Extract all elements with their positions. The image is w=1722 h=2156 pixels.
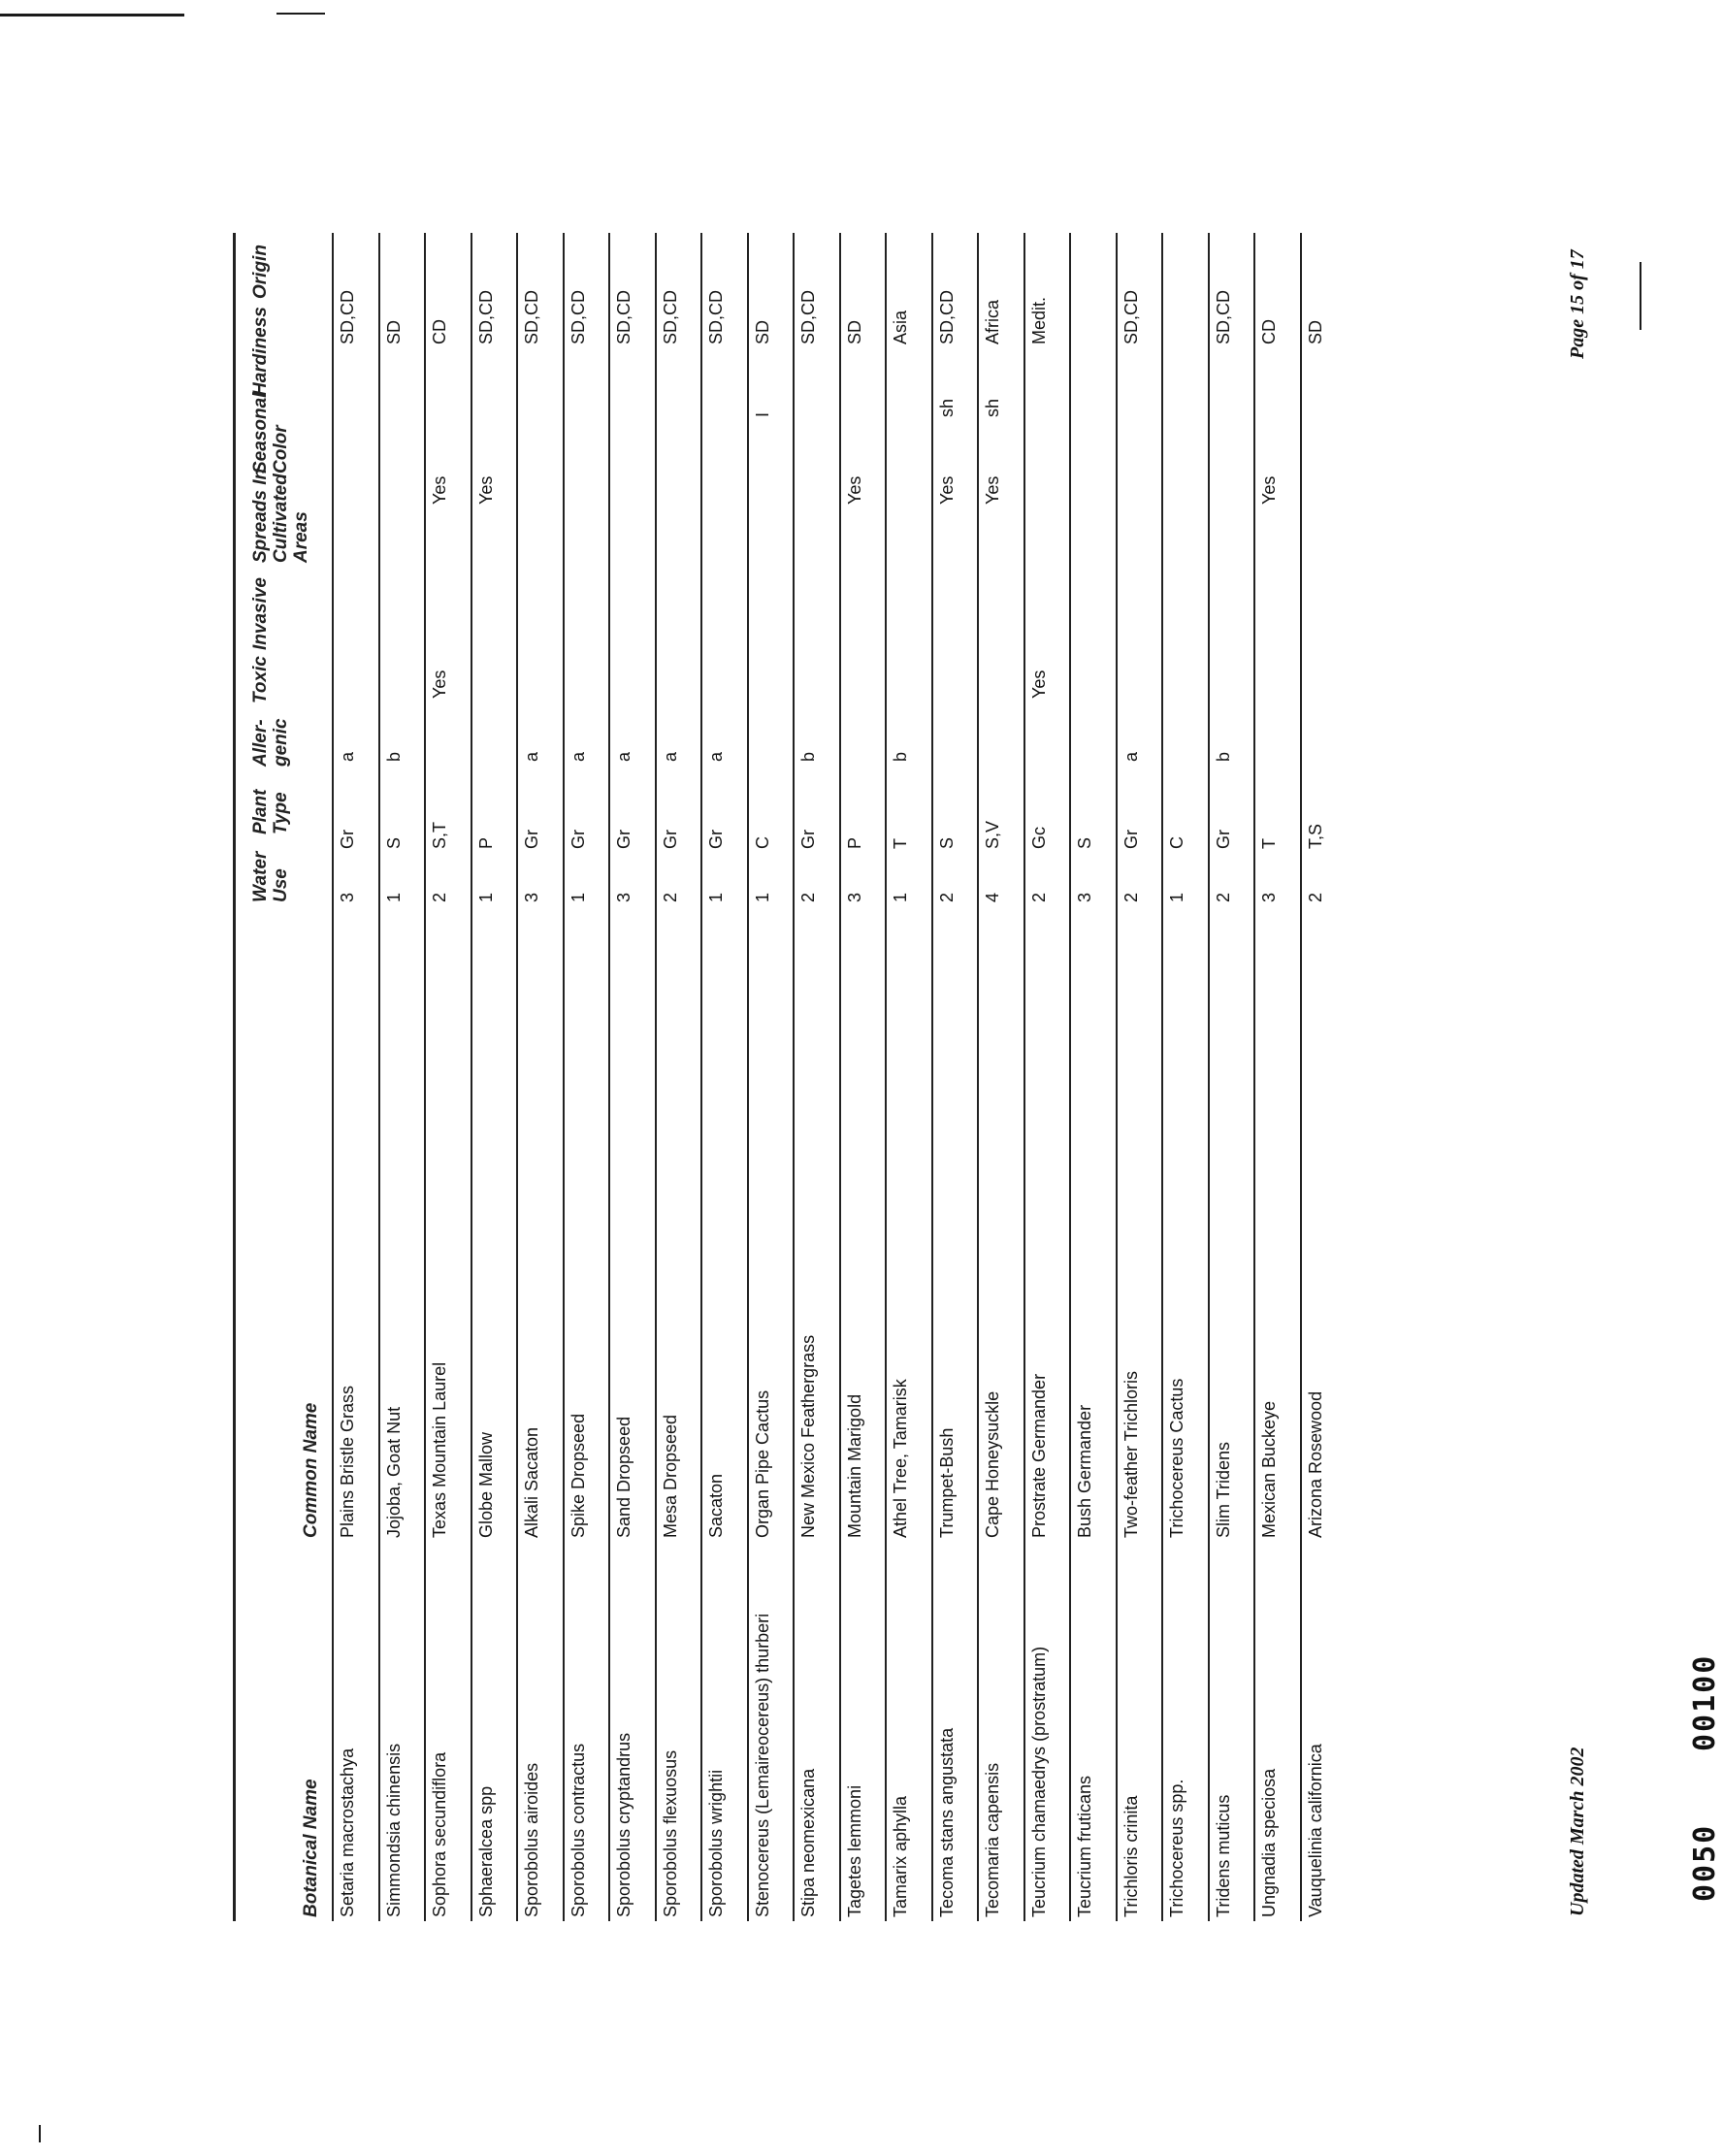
common-name-cell: Arizona Rosewood <box>1305 1390 1325 1538</box>
updated-date: Updated March 2002 <box>1567 1747 1588 1916</box>
table-row <box>747 223 794 1921</box>
table-row <box>1300 223 1347 1921</box>
seasonal-color-cell: Yes <box>430 475 449 505</box>
row-divider <box>747 233 749 1921</box>
common-name-cell: Texas Mountain Laurel <box>430 1361 449 1538</box>
row-divider <box>424 233 426 1921</box>
water-use-cell: 3 <box>522 892 541 902</box>
allergenic-cell: b <box>798 751 818 762</box>
table-row <box>608 223 655 1921</box>
water-use-cell: 2 <box>660 892 680 902</box>
table-row <box>424 223 471 1921</box>
plant-type-cell: Gr <box>568 830 588 849</box>
header-water-use: Water Use <box>250 851 291 902</box>
water-use-cell: 3 <box>1259 892 1279 902</box>
seasonal-color-cell: Yes <box>844 475 864 505</box>
origin-cell: SD,CD <box>568 289 588 344</box>
table-row <box>793 223 839 1921</box>
botanical-name-cell: Sporobolus contractus <box>568 1743 588 1917</box>
plant-type-cell: Gr <box>1213 830 1233 849</box>
row-divider <box>793 233 795 1921</box>
header-common-name: Common Name <box>301 1402 321 1538</box>
water-use-cell: 3 <box>614 892 634 902</box>
common-name-cell: Slim Tridens <box>1213 1441 1233 1538</box>
table-row <box>1253 223 1300 1921</box>
toxic-cell: Yes <box>1028 670 1049 699</box>
botanical-name-cell: Stenocereus (Lemaireocereus) thurberi <box>752 1613 772 1917</box>
common-name-cell: Mexican Buckeye <box>1259 1400 1279 1538</box>
row-divider <box>563 233 565 1921</box>
table-row <box>700 223 747 1921</box>
water-use-cell: 1 <box>752 892 772 902</box>
common-name-cell: Alkali Sacaton <box>522 1426 541 1538</box>
botanical-name-cell: Tecoma stans angustata <box>936 1727 957 1917</box>
table-top-rule <box>233 233 236 1921</box>
bates-stamp: 00100 <box>1688 1653 1722 1751</box>
botanical-name-cell: Trichocereus spp. <box>1167 1779 1186 1917</box>
origin-cell: SD,CD <box>475 289 496 344</box>
row-divider <box>1023 233 1025 1921</box>
plant-table-body <box>332 223 1346 1921</box>
allergenic-cell: a <box>660 751 680 762</box>
origin-cell: Africa <box>983 299 1002 344</box>
table-row <box>332 223 378 1921</box>
table-row <box>977 223 1023 1921</box>
water-use-cell: 2 <box>1028 892 1049 902</box>
allergenic-cell: a <box>614 751 634 762</box>
seasonal-color-cell: Yes <box>983 475 1002 505</box>
common-name-cell: New Mexico Feathergrass <box>798 1334 818 1538</box>
common-name-cell: Trichocereus Cactus <box>1167 1378 1186 1538</box>
header-plant-type: Plant Type <box>250 789 291 834</box>
common-name-cell: Trumpet-Bush <box>936 1427 957 1538</box>
water-use-cell: 1 <box>706 892 726 902</box>
common-name-cell: Globe Mallow <box>475 1431 496 1538</box>
table-row <box>931 223 978 1921</box>
allergenic-cell: b <box>1213 751 1233 762</box>
botanical-name-cell: Tamarix aphylla <box>891 1795 910 1917</box>
origin-cell: SD,CD <box>614 289 634 344</box>
botanical-name-cell: Sporobolus flexuosus <box>660 1749 680 1917</box>
header-hardiness: Hardiness <box>250 307 271 396</box>
table-row <box>1069 223 1116 1921</box>
origin-cell: SD <box>752 319 772 344</box>
page-number: Page 15 of 17 <box>1567 249 1588 359</box>
plant-type-cell: S,V <box>983 820 1002 849</box>
row-divider <box>608 233 610 1921</box>
header-origin: Origin <box>250 245 271 299</box>
row-divider <box>700 233 702 1921</box>
table-row <box>471 223 517 1921</box>
plant-type-cell: S <box>383 836 404 849</box>
common-name-cell: Mountain Marigold <box>844 1393 864 1538</box>
common-name-cell: Sacaton <box>706 1473 726 1538</box>
origin-cell: SD,CD <box>1213 289 1233 344</box>
allergenic-cell: b <box>383 751 404 762</box>
origin-cell: SD <box>844 319 864 344</box>
origin-cell: SD,CD <box>1121 289 1141 344</box>
water-use-cell: 4 <box>983 892 1002 902</box>
origin-cell: SD,CD <box>706 289 726 344</box>
hardiness-cell: sh <box>936 398 957 417</box>
plant-type-cell: Gr <box>798 830 818 849</box>
botanical-name-cell: Teucrium fruticans <box>1075 1775 1094 1917</box>
row-divider <box>931 233 933 1921</box>
water-use-cell: 3 <box>1075 892 1094 902</box>
botanical-name-cell: Tecomaria capensis <box>983 1762 1002 1917</box>
water-use-cell: 2 <box>1121 892 1141 902</box>
hardiness-cell: I <box>752 411 772 417</box>
plant-type-cell: C <box>752 836 772 849</box>
rotated-table-page <box>223 223 1722 1921</box>
plant-type-cell: S <box>936 836 957 849</box>
plant-type-cell: P <box>475 836 496 849</box>
botanical-name-cell: Sporobolus airoides <box>522 1762 541 1917</box>
seasonal-color-cell: Yes <box>475 475 496 505</box>
botanical-name-cell: Teucrium chamaedrys (prostratum) <box>1028 1646 1049 1917</box>
common-name-cell: Athel Tree, Tamarisk <box>891 1379 910 1538</box>
botanical-name-cell: Stipa neomexicana <box>798 1768 818 1917</box>
row-divider <box>977 233 979 1921</box>
common-name-cell: Bush Germander <box>1075 1404 1094 1538</box>
botanical-name-cell: Sporobolus wrightii <box>706 1769 726 1917</box>
row-divider <box>471 233 472 1921</box>
water-use-cell: 1 <box>1167 892 1186 902</box>
row-divider <box>655 233 657 1921</box>
header-toxic: Toxic <box>250 656 271 703</box>
plant-type-cell: S,T <box>430 821 449 849</box>
row-divider <box>516 233 518 1921</box>
plant-type-cell: C <box>1167 836 1186 849</box>
table-row <box>1116 223 1162 1921</box>
water-use-cell: 3 <box>844 892 864 902</box>
toxic-cell: Yes <box>430 670 449 699</box>
botanical-name-cell: Sporobolus cryptandrus <box>614 1732 634 1917</box>
table-row <box>885 223 931 1921</box>
common-name-cell: Organ Pipe Cactus <box>752 1389 772 1538</box>
botanical-name-cell: Ungnadia speciosa <box>1259 1768 1279 1917</box>
water-use-cell: 1 <box>383 892 404 902</box>
header-seasonal-color: Seasonal Color <box>250 392 291 474</box>
table-row <box>1161 223 1208 1921</box>
botanical-name-cell: Sophora secundiflora <box>430 1751 449 1917</box>
water-use-cell: 1 <box>568 892 588 902</box>
common-name-cell: Plains Bristle Grass <box>338 1385 357 1538</box>
origin-cell: SD,CD <box>338 289 357 344</box>
plant-type-cell: T,S <box>1305 823 1325 849</box>
origin-cell: Medit. <box>1028 296 1049 344</box>
common-name-cell: Jojoba, Goat Nut <box>383 1406 404 1538</box>
table-row <box>378 223 425 1921</box>
plant-type-cell: Gr <box>706 830 726 849</box>
table-row <box>1023 223 1070 1921</box>
plant-type-cell: S <box>1075 836 1094 849</box>
origin-cell: SD,CD <box>522 289 541 344</box>
seasonal-color-cell: Yes <box>1259 475 1279 505</box>
allergenic-cell: a <box>1121 751 1141 762</box>
water-use-cell: 2 <box>1213 892 1233 902</box>
origin-cell: CD <box>430 319 449 344</box>
origin-cell: SD <box>383 319 404 344</box>
plant-type-cell: Gr <box>614 830 634 849</box>
table-row <box>1208 223 1254 1921</box>
botanical-name-cell: Simmondsia chinensis <box>383 1743 404 1917</box>
common-name-cell: Mesa Dropseed <box>660 1414 680 1538</box>
row-divider <box>1253 233 1255 1921</box>
row-divider <box>1208 233 1210 1921</box>
origin-cell: SD,CD <box>936 289 957 344</box>
table-row <box>516 223 563 1921</box>
row-divider <box>1069 233 1071 1921</box>
plant-type-cell: Gc <box>1028 826 1049 849</box>
plant-type-cell: Gr <box>1121 830 1141 849</box>
common-name-cell: Prostrate Germander <box>1028 1373 1049 1538</box>
plant-type-cell: T <box>1259 838 1279 849</box>
allergenic-cell: b <box>891 751 910 762</box>
table-row <box>563 223 609 1921</box>
common-name-cell: Spike Dropseed <box>568 1413 588 1538</box>
origin-cell: SD,CD <box>660 289 680 344</box>
botanical-name-cell: Sphaeralcea spp <box>475 1785 496 1917</box>
origin-cell: Asia <box>891 310 910 344</box>
water-use-cell: 2 <box>798 892 818 902</box>
plant-type-cell: P <box>844 836 864 849</box>
origin-cell: CD <box>1259 319 1279 344</box>
origin-cell: SD,CD <box>798 289 818 344</box>
row-divider <box>839 233 841 1921</box>
common-name-cell: Two-feather Trichloris <box>1121 1370 1141 1538</box>
bates-stamp: 0050 <box>1688 1823 1722 1902</box>
botanical-name-cell: Vauquelinia californica <box>1305 1744 1325 1917</box>
header-allergenic: Aller- genic <box>250 718 291 767</box>
water-use-cell: 2 <box>1305 892 1325 902</box>
table-row <box>655 223 701 1921</box>
common-name-cell: Sand Dropseed <box>614 1416 634 1538</box>
plant-type-cell: Gr <box>660 830 680 849</box>
hardiness-cell: sh <box>983 398 1002 417</box>
water-use-cell: 1 <box>891 892 910 902</box>
row-divider <box>378 233 380 1921</box>
seasonal-color-cell: Yes <box>936 475 957 505</box>
allergenic-cell: a <box>522 751 541 762</box>
row-divider <box>1161 233 1163 1921</box>
water-use-cell: 3 <box>338 892 357 902</box>
header-botanical-name: Botanical Name <box>301 1779 321 1917</box>
plant-type-cell: Gr <box>338 830 357 849</box>
water-use-cell: 2 <box>430 892 449 902</box>
header-invasive: Invasive <box>250 577 271 650</box>
allergenic-cell: a <box>706 751 726 762</box>
water-use-cell: 1 <box>475 892 496 902</box>
row-divider <box>332 233 334 1921</box>
botanical-name-cell: Tridens muticus <box>1213 1794 1233 1917</box>
allergenic-cell: a <box>338 751 357 762</box>
origin-cell: SD <box>1305 319 1325 344</box>
table-row <box>839 223 886 1921</box>
row-divider <box>1116 233 1118 1921</box>
row-divider <box>1300 233 1302 1921</box>
header-spreads: Spreads In Cultivated Areas <box>250 468 311 563</box>
botanical-name-cell: Setaria macrostachya <box>338 1748 357 1917</box>
botanical-name-cell: Trichloris crinita <box>1121 1795 1141 1917</box>
botanical-name-cell: Tagetes lemmoni <box>844 1784 864 1917</box>
row-divider <box>885 233 887 1921</box>
plant-type-cell: T <box>891 838 910 849</box>
plant-type-cell: Gr <box>522 830 541 849</box>
allergenic-cell: a <box>568 751 588 762</box>
water-use-cell: 2 <box>936 892 957 902</box>
common-name-cell: Cape Honeysuckle <box>983 1390 1002 1538</box>
